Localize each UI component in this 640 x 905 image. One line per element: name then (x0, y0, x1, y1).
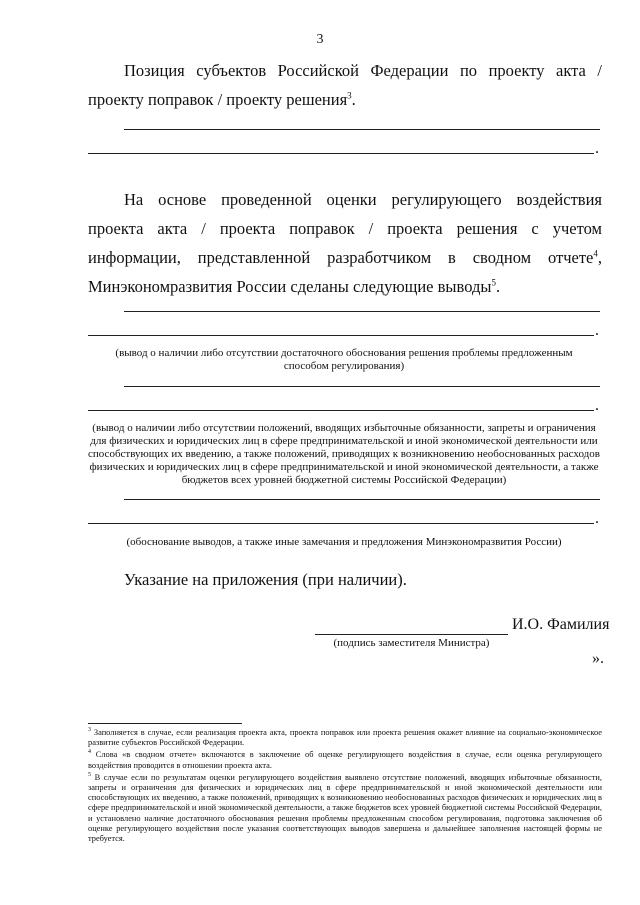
line-end-period: . (595, 397, 599, 414)
footnote-ref-5: 5 (491, 277, 496, 288)
conclusions-paragraph (88, 185, 602, 301)
footnote-number: 3 (88, 727, 91, 734)
footnote-number: 5 (88, 772, 91, 779)
footnote-text: В случае если по результатам оценки регулирующего воздействия выявлено отсутствие положений, вводящих избыточные обязанности, запреты и ограничения для физических и юридических лиц в сфере предпринимательской и иной экономической деятельности или способствующих их введению, а также положений, приводящих к возникновению необоснованных расходов физических и юридических лиц в сфере предпринимательской и иной экономической деятельности, а также бюджетов всех уровней бюджетной системы Российской Федерации, и установлено наличие достаточного обоснования решения проблемы предложенным способом регулирования, подготовка заключения об оценке регулирующего воздействия после указания соответствующих выводов завершена и дальнейшее заполнения настоящей формы не требуется. (88, 772, 602, 844)
signature-line[interactable] (315, 634, 508, 635)
blank-line[interactable] (88, 410, 594, 411)
footnote-ref-3: 3 (347, 90, 352, 101)
period: . (351, 90, 356, 109)
caption-remarks: (обоснование выводов, а также иные замечания и предложения Минэкономразвития России) (126, 536, 562, 548)
footnote-text: Слова «в сводном отчете» включаются в заключение об оценке регулирующего воздействия в случае, если оценка регулирующего воздействия проводится в отношении проекта акта. (88, 750, 602, 770)
footnotes (88, 728, 602, 846)
closing-quote: ». (592, 650, 604, 667)
period: . (495, 277, 501, 296)
footnote-ref-4: 4 (593, 248, 598, 259)
footnote-5 (88, 773, 602, 844)
conclusions-text-b: , Минэкономразвития России сделаны следующие выводы (88, 248, 602, 296)
footnote-separator (88, 723, 242, 724)
blank-line[interactable] (124, 129, 600, 130)
blank-line[interactable] (88, 523, 594, 524)
regions-position-paragraph (88, 56, 602, 114)
blank-line[interactable] (124, 386, 600, 387)
blank-line[interactable] (88, 335, 594, 336)
footnote-number: 4 (88, 749, 91, 756)
page-number: 3 (316, 32, 324, 47)
caption-excessive-obligations: (вывод о наличии либо отсутствии положений, вводящих избыточные обязанности, запреты и ограничения для физических и юридических лиц в сфере предпринимательской и иной экономической деятельности или способствующих их введению, а также положений, приводящих к возникновению необоснованных расходов физических и юридических лиц в сфере предпринимательской и иной экономической деятельности, а также бюджетов всех уровней бюджетной системы Российской Федерации) (88, 422, 600, 486)
footnote-text: Заполняется в случае, если реализация проекта акта, проекта поправок или проекта решения окажет влияние на социально-экономическое развитие субъектов Российской Федерации. (88, 728, 602, 748)
line-end-period: . (595, 510, 599, 527)
line-end-period: . (595, 140, 599, 157)
blank-line[interactable] (124, 311, 600, 312)
signatory-name: И.О. Фамилия (512, 616, 610, 633)
blank-line[interactable] (124, 499, 600, 500)
caption-justification: (вывод о наличии либо отсутствии достаточного обоснования решения проблемы предложенным способом регулирования) (115, 347, 573, 372)
signature-caption: (подпись заместителя Министра) (333, 637, 490, 649)
attachments-label: Указание на приложения (при наличии). (124, 570, 407, 589)
regions-position-text: Позиция субъектов Российской Федерации по проекту акта / проекту поправок / проекту решения (88, 61, 602, 109)
footnote-3 (88, 728, 602, 748)
footnote-4 (88, 750, 602, 770)
blank-line[interactable] (88, 153, 594, 154)
conclusions-text-a: На основе проведенной оценки регулирующего воздействия проекта акта / проекта поправок / проекта решения с учетом информации, представленной разработчиком в сводном отчете (88, 190, 602, 267)
line-end-period: . (595, 322, 599, 339)
